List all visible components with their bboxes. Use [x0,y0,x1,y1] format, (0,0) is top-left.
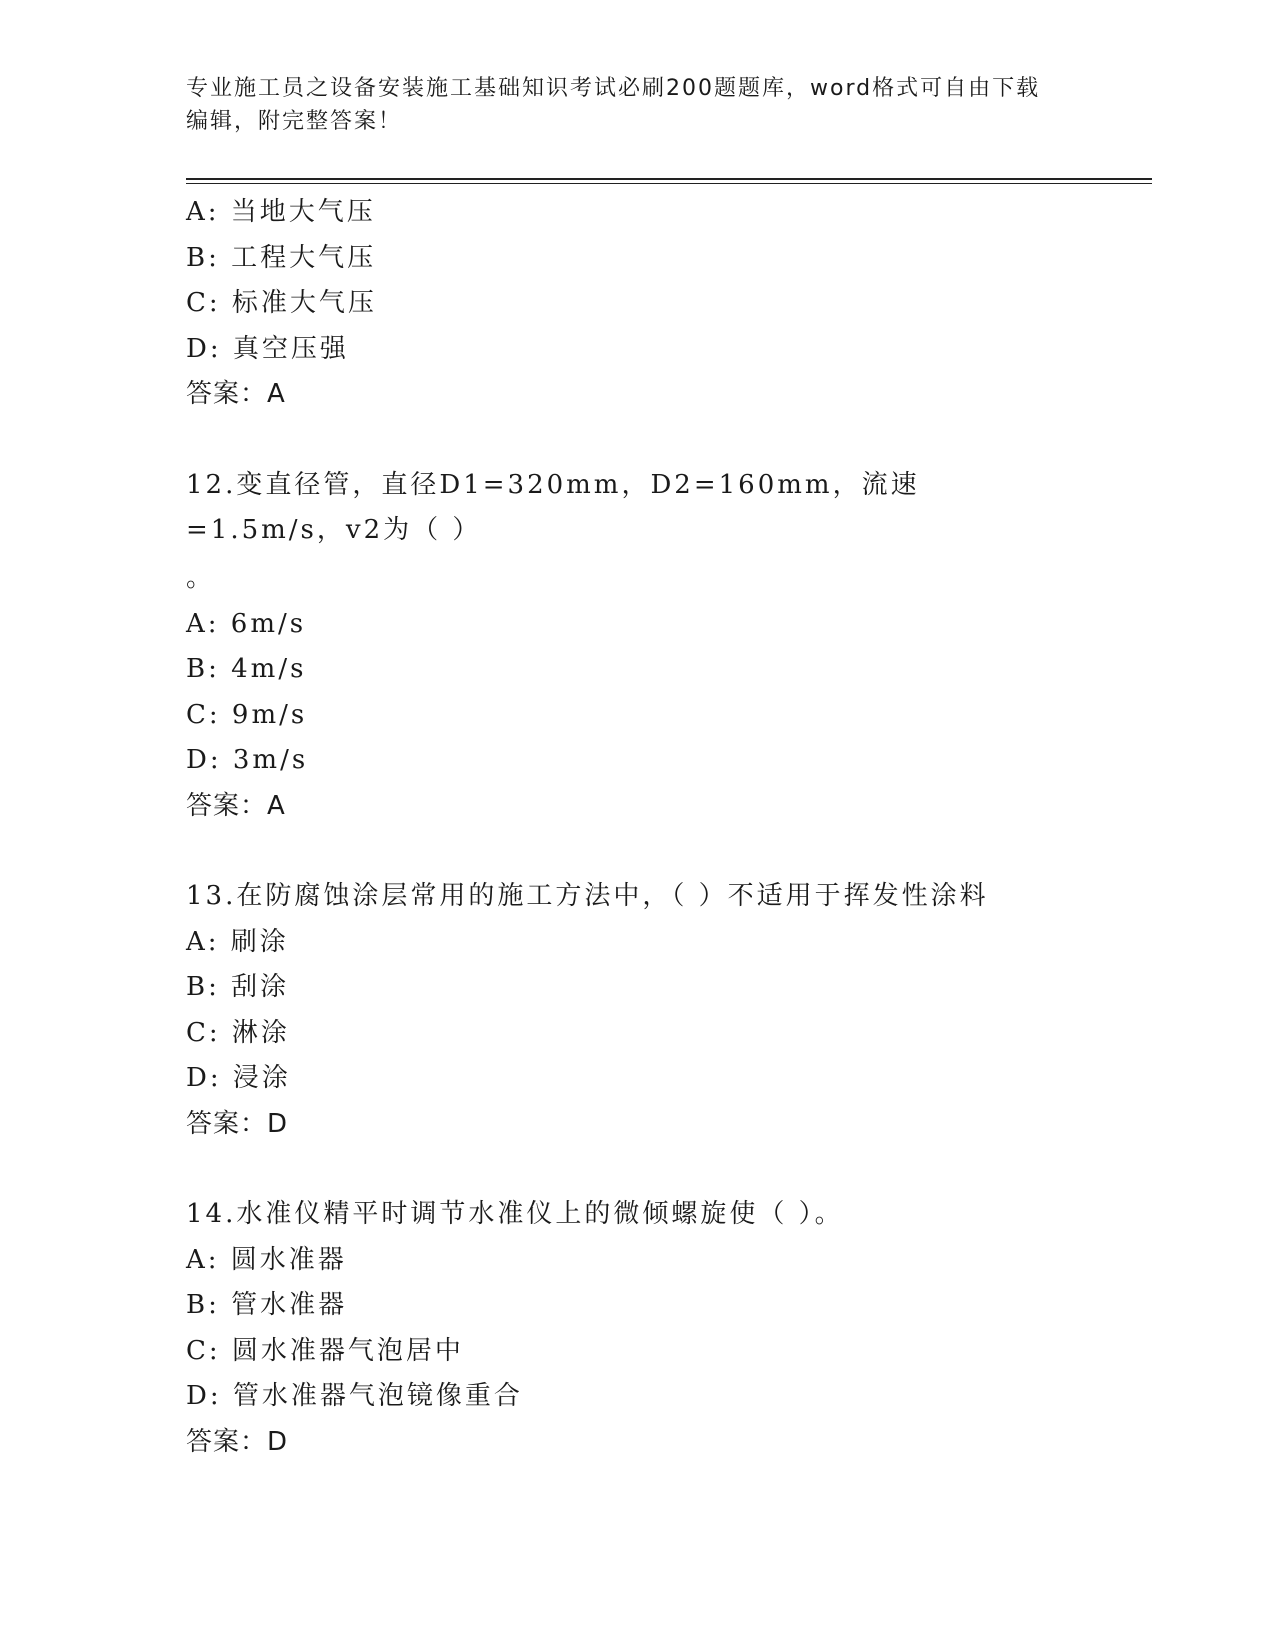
option-d: D: 管水准器气泡镜像重合 [186,1381,523,1411]
option-d: D: 3m/s [186,745,309,775]
question-block-12 [186,463,1086,830]
option-a: A: 6m/s [186,608,307,639]
question-block-11 [186,190,1086,418]
option-a: A: 圆水准器 [186,1244,347,1275]
answer-line: 答案：A [186,790,286,821]
option-c: C: 标准大气压 [186,288,377,318]
answer-line: 答案：D [186,1426,289,1457]
option-a: A: 当地大气压 [186,197,376,227]
question-block-14 [186,1192,1086,1465]
question-list [186,190,1086,1465]
question-text: 14.水准仪精平时调节水准仪上的微倾螺旋使（ ）。 [186,1199,844,1229]
answer-line: 答案：A [186,379,286,409]
answer-line: 答案：D [186,1108,289,1139]
option-c: C: 圆水准器气泡居中 [186,1335,464,1366]
question-text: 12.变直径管，直径D1=320mm，D2=160mm，流速=1.5m/s，v2为（ ） [186,469,920,545]
option-a: A: 刷涂 [186,926,289,957]
option-b: B: 工程大气压 [186,242,377,273]
question-text: 13.在防腐蚀涂层常用的施工方法中，（ ）不适用于挥发性涂料 [186,881,989,911]
option-c: C: 淋涂 [186,1017,290,1048]
question-text-continuation: 。 [186,562,216,593]
option-c: C: 9m/s [186,699,308,730]
option-d: D: 真空压强 [186,333,349,364]
header-divider-top [186,178,1152,180]
option-b: B: 管水准器 [186,1290,348,1320]
header-divider-bottom [186,183,1152,184]
option-b: B: 刮涂 [186,972,290,1002]
question-block-13 [186,874,1086,1147]
option-d: D: 浸涂 [186,1063,291,1093]
header-line-2: 编辑，附完整答案！ [186,109,403,134]
document-header [186,72,1086,138]
option-b: B: 4m/s [186,654,307,684]
header-line-1: 专业施工员之设备安装施工基础知识考试必刷200题题库，word格式可自由下载 [186,76,1041,101]
